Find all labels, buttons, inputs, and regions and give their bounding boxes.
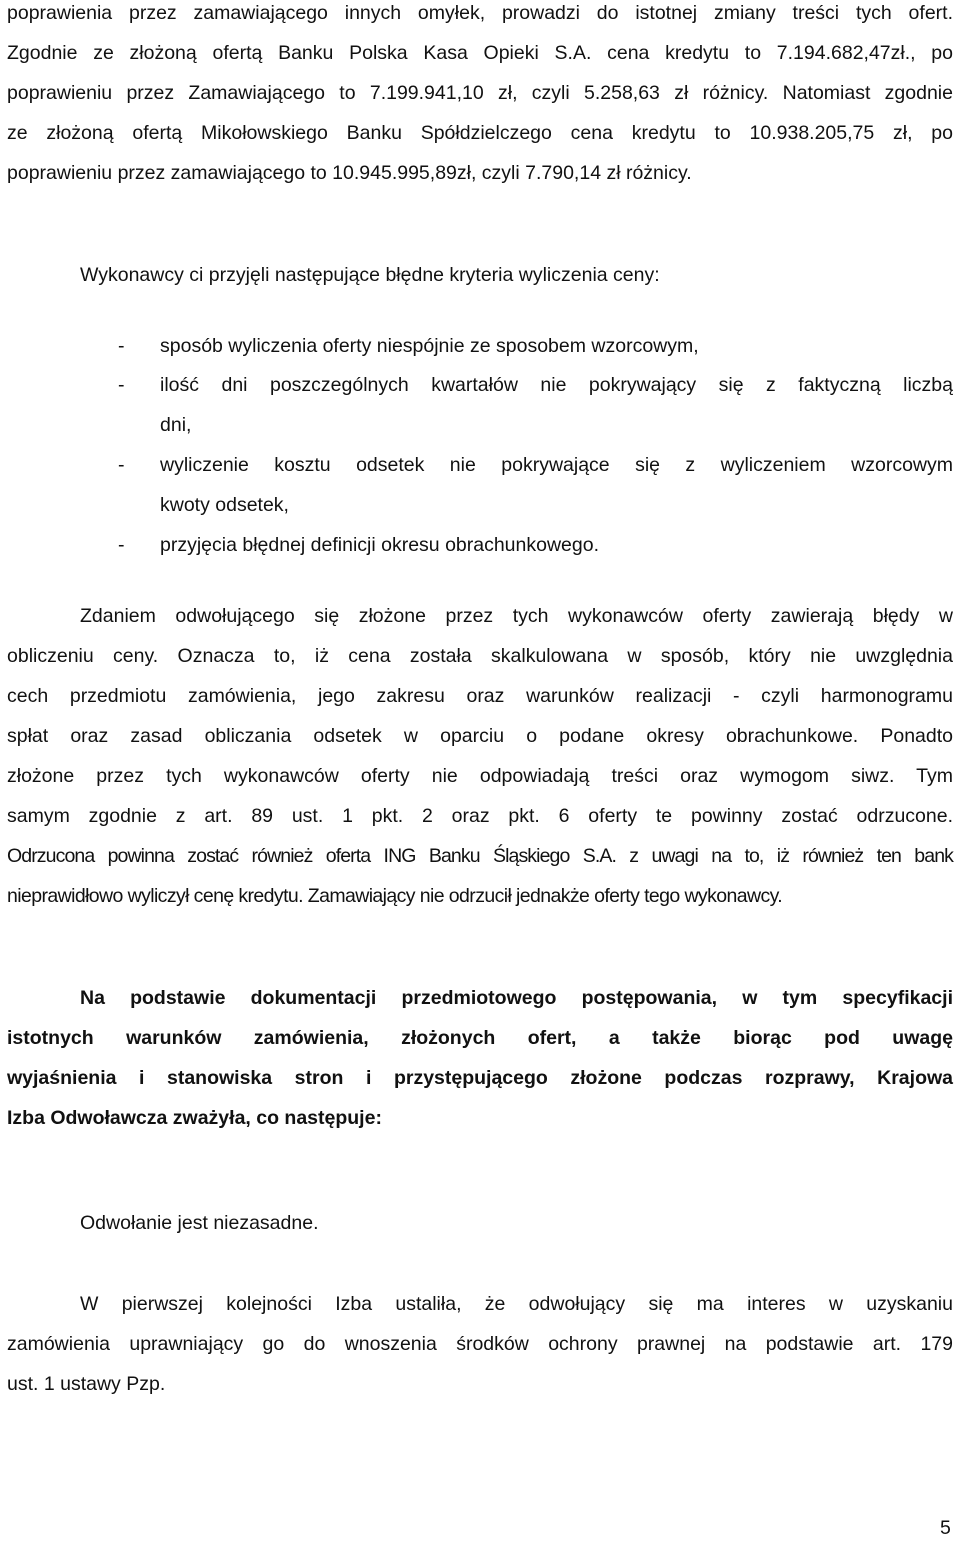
text-line: złożone przez tych wykonawców oferty nie odpowiadają treści oraz wymogom siwz. Tym bbox=[7, 765, 953, 787]
text-line: Odrzucona powinna zostać również oferta ING Banku Śląskiego S.A. z uwagi na to, iż również ten bank bbox=[7, 845, 953, 867]
text-line: samym zgodnie z art. 89 ust. 1 pkt. 2 oraz pkt. 6 oferty te powinny zostać odrzucone. bbox=[7, 805, 953, 827]
page-number: 5 bbox=[940, 1517, 951, 1539]
text-line: W pierwszej kolejności Izba ustaliła, że odwołujący się ma interes w uzyskaniu bbox=[80, 1293, 953, 1315]
bullet-dash: - bbox=[118, 534, 125, 556]
bullet-dash: - bbox=[118, 335, 125, 357]
text-line: cech przedmiotu zamówienia, jego zakresu oraz warunków realizacji - czyli harmonogramu bbox=[7, 685, 953, 707]
list-item-text: sposób wyliczenia oferty niespójnie ze sposobem wzorcowym, bbox=[160, 335, 699, 357]
text-line: obliczeniu ceny. Oznacza to, iż cena została skalkulowana w sposób, który nie uwzględnia bbox=[7, 645, 953, 667]
list-item-text: przyjęcia błędnej definicji okresu obrachunkowego. bbox=[160, 534, 600, 556]
text-line: poprawieniu przez zamawiającego to 10.945.995,89zł, czyli 7.790,14 zł różnicy. bbox=[7, 162, 692, 184]
text-line: Zdaniem odwołującego się złożone przez tych wykonawców oferty zawierają błędy w bbox=[80, 605, 953, 627]
bullet-dash: - bbox=[118, 374, 125, 396]
list-intro: Wykonawcy ci przyjęli następujące błędne kryteria wyliczenia ceny: bbox=[80, 264, 660, 286]
text-line: spłat oraz zasad obliczania odsetek w oparciu o podane okresy obrachunkowe. Ponadto bbox=[7, 725, 953, 747]
list-item-text: wyliczenie kosztu odsetek nie pokrywające się z wyliczeniem wzorcowym bbox=[160, 454, 953, 476]
text-line: nieprawidłowo wyliczył cenę kredytu. Zamawiający nie odrzucił jednakże oferty tego wykonawcy. bbox=[7, 885, 783, 907]
bold-text-line: Na podstawie dokumentacji przedmiotowego postępowania, w tym specyfikacji bbox=[80, 987, 953, 1009]
bold-text-line: istotnych warunków zamówienia, złożonych ofert, a także biorąc pod uwagę bbox=[7, 1027, 953, 1049]
bullet-dash: - bbox=[118, 454, 125, 476]
text-line: zamówienia uprawniający go do wnoszenia środków ochrony prawnej na podstawie art. 179 bbox=[7, 1333, 953, 1355]
text-line: ust. 1 ustawy Pzp. bbox=[7, 1373, 166, 1395]
paragraph-4: Odwołanie jest niezasadne. bbox=[80, 1212, 319, 1234]
list-item-text: dni, bbox=[160, 414, 192, 436]
text-line: poprawieniu przez Zamawiającego to 7.199.941,10 zł, czyli 5.258,63 zł różnicy. Natomiast zgodnie bbox=[7, 82, 953, 104]
bold-text-line: wyjaśnienia i stanowiska stron i przystępującego złożone podczas rozprawy, Krajowa bbox=[7, 1067, 953, 1089]
text-line: ze złożoną ofertą Mikołowskiego Banku Spółdzielczego cena kredytu to 10.938.205,75 zł, po bbox=[7, 122, 953, 144]
bold-text-line: Izba Odwoławcza zważyła, co następuje: bbox=[7, 1107, 382, 1129]
text-line: Zgodnie ze złożoną ofertą Banku Polska Kasa Opieki S.A. cena kredytu to 7.194.682,47zł., po bbox=[7, 42, 953, 64]
text-line: poprawienia przez zamawiającego innych omyłek, prowadzi do istotnej zmiany treści tych ofert. bbox=[7, 2, 953, 24]
list-item-text: ilość dni poszczególnych kwartałów nie pokrywający się z faktyczną liczbą bbox=[160, 374, 953, 396]
list-item-text: kwoty odsetek, bbox=[160, 494, 289, 516]
